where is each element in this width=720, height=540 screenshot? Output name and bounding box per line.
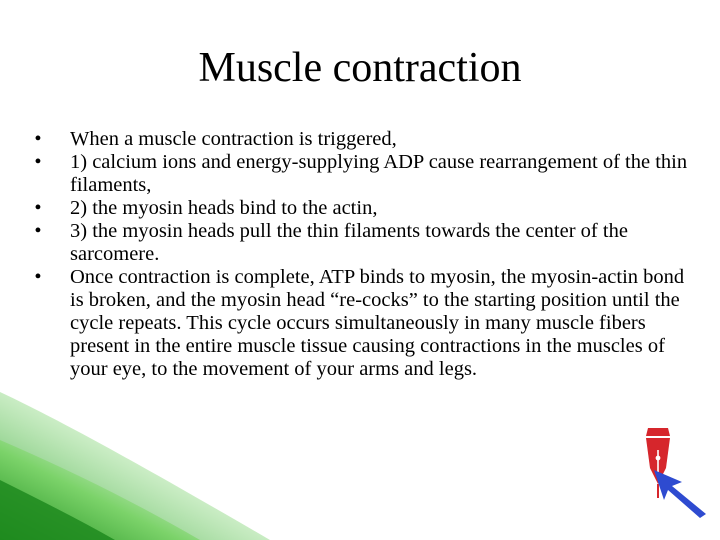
bullet-marker: • bbox=[34, 266, 42, 288]
bullet-text: 2) the myosin heads bind to the actin, bbox=[70, 197, 378, 219]
bullet-item bbox=[28, 220, 688, 266]
bullet-marker: • bbox=[34, 151, 42, 173]
bullet-text: 3) the myosin heads pull the thin filaments towards the center of the sarcomere. bbox=[70, 220, 628, 265]
cursor-arrow-icon bbox=[652, 468, 710, 520]
bullet-text: 1) calcium ions and energy-supplying ADP cause rearrangement of the thin filaments, bbox=[70, 151, 688, 196]
bullet-text: Once contraction is complete, ATP binds to myosin, the myosin-actin bond is broken, and the myosin head “re-cocks” to the starting position until the cycle repeats. This cycle occurs simultaneously in many muscle fibers present in the entire muscle tissue causing contractions in the muscles of your eye, to the movement of your arms and legs. bbox=[70, 266, 685, 380]
bullet-text: When a muscle contraction is triggered, bbox=[70, 128, 397, 150]
bullet-marker: • bbox=[34, 220, 42, 242]
bullet-item bbox=[28, 128, 688, 151]
slide-title: Muscle contraction bbox=[198, 45, 522, 91]
bullet-marker: • bbox=[34, 128, 42, 150]
bullet-item bbox=[28, 151, 688, 197]
bullet-list bbox=[28, 128, 688, 381]
bullet-item bbox=[28, 197, 688, 220]
bullet-item bbox=[28, 266, 688, 381]
bullet-marker: • bbox=[34, 197, 42, 219]
